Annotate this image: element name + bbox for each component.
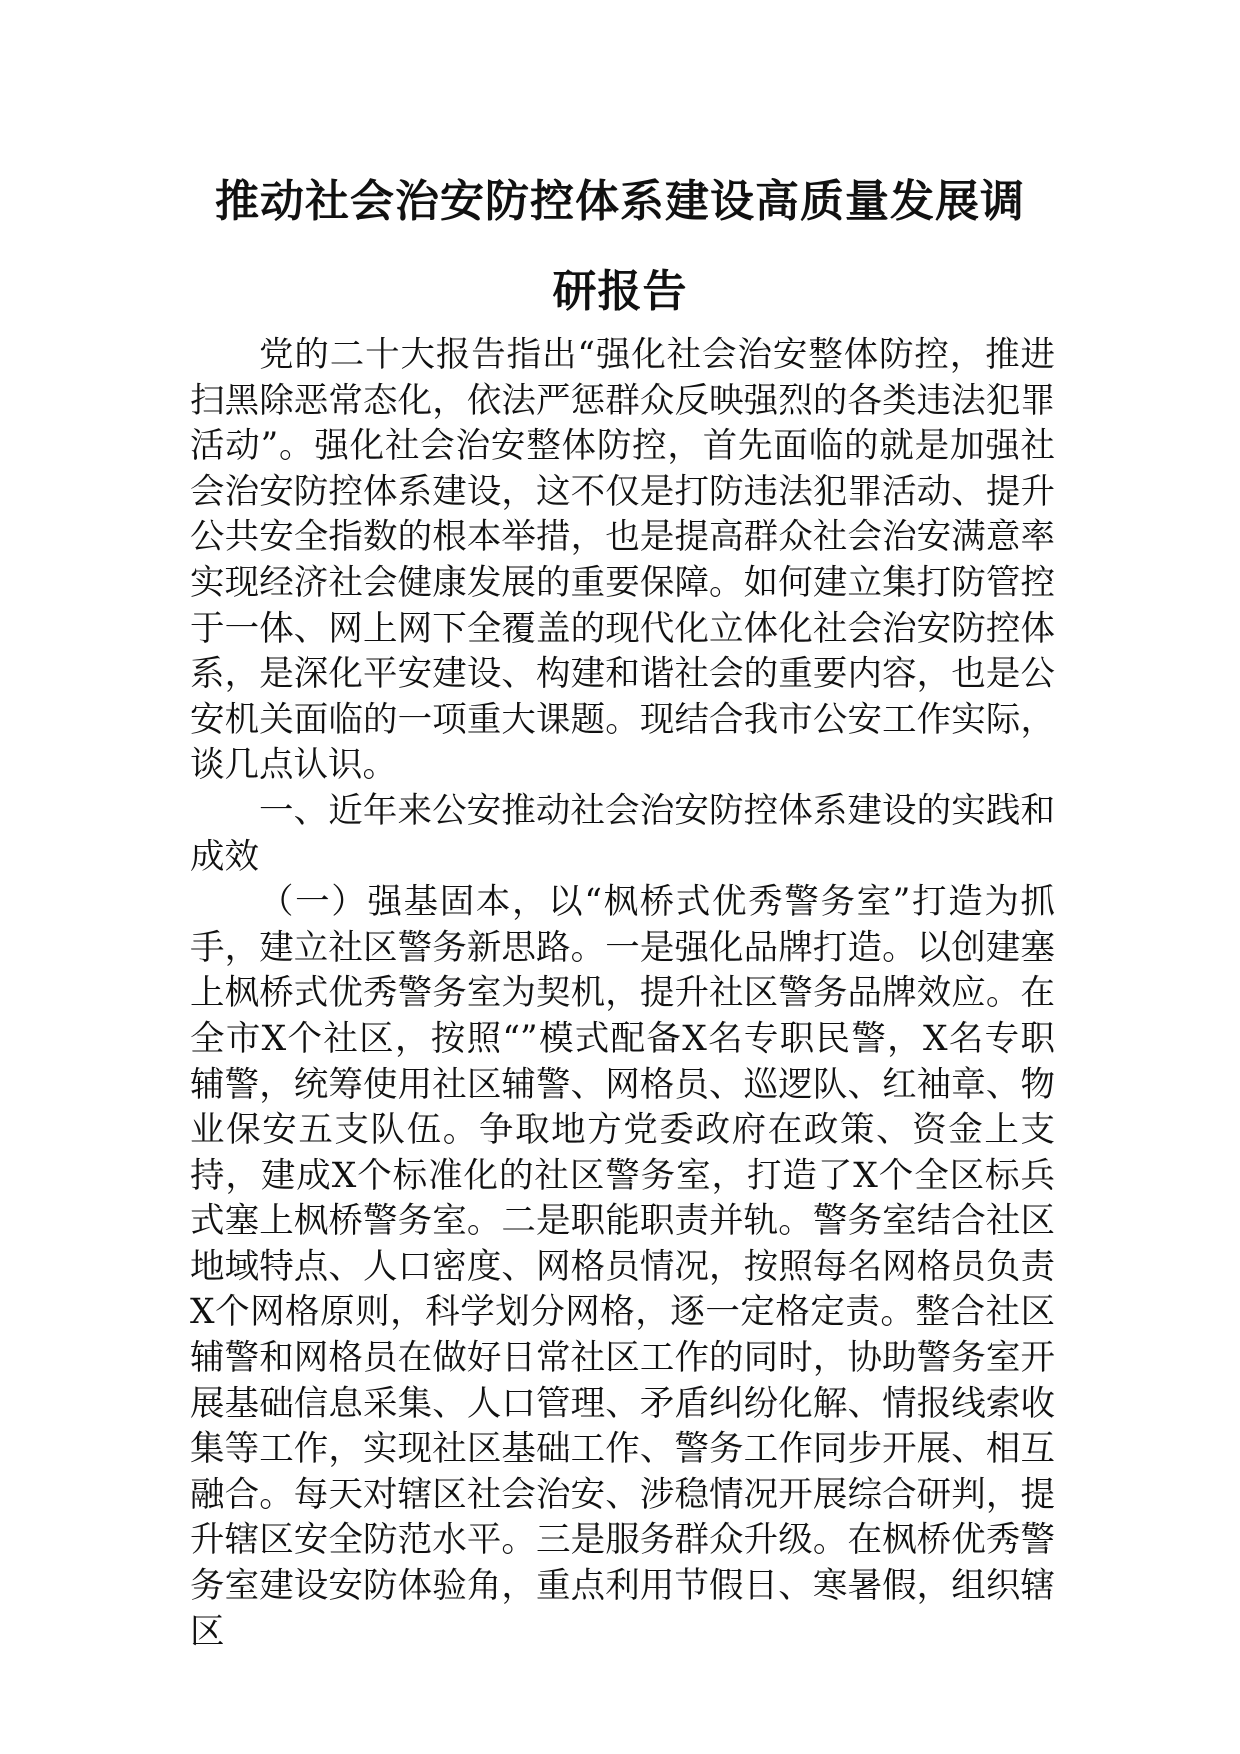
intro-paragraph: 党的二十大报告指出“强化社会治安整体防控，推进扫黑除恶常态化，依法严惩群众反映强烈的各类违法犯罪活动”。强化社会治安整体防控，首先面临的就是加强社会治安防控体系建设，这不仅是打防违法犯罪活动、提升公共安全指数的根本举措，也是提高群众社会治安满意率实现经济社会健康发展的重要保障。如何建立集打防管控于一体、网上网下全覆盖的现代化立体化社会治安防控体系，是深化平安建设、构建和谐社会的重要内容，也是公安机关面临的一项重大课题。现结合我市公安工作实际，谈几点认识。 — [190, 335, 1055, 786]
section-heading: 一、近年来公安推动社会治安防控体系建设的实践和成效 — [190, 790, 1055, 877]
document-body — [190, 333, 1055, 1655]
document-title-line-1: 推动社会治安防控体系建设高质量发展调 — [215, 176, 1025, 227]
document-title-line-2: 研报告 — [552, 266, 688, 317]
subsection-paragraph: （一）强基固本，以“枫桥式优秀警务室”打造为抓手，建立社区警务新思路。一是强化品牌打造。以创建塞上枫桥式优秀警务室为契机，提升社区警务品牌效应。在全市X个社区，按照“”模式配备X名专职民警，X名专职辅警，统筹使用社区辅警、网格员、巡逻队、红袖章、物业保安五支队伍。争取地方党委政府在政策、资金上支持，建成X个标准化的社区警务室，打造了X个全区标兵式塞上枫桥警务室。二是职能职责并轨。警务室结合社区地域特点、人口密度、网格员情况，按照每名网格员负责X个网格原则，科学划分网格，逐一定格定责。整合社区辅警和网格员在做好日常社区工作的同时，协助警务室开展基础信息采集、人口管理、矛盾纠纷化解、情报线索收集等工作，实现社区基础工作、警务工作同步开展、相互融合。每天对辖区社会治安、涉稳情况开展综合研判，提升辖区安全防范水平。三是服务群众升级。在枫桥优秀警务室建设安防体验角，重点利用节假日、寒暑假，组织辖区 — [190, 882, 1055, 1652]
